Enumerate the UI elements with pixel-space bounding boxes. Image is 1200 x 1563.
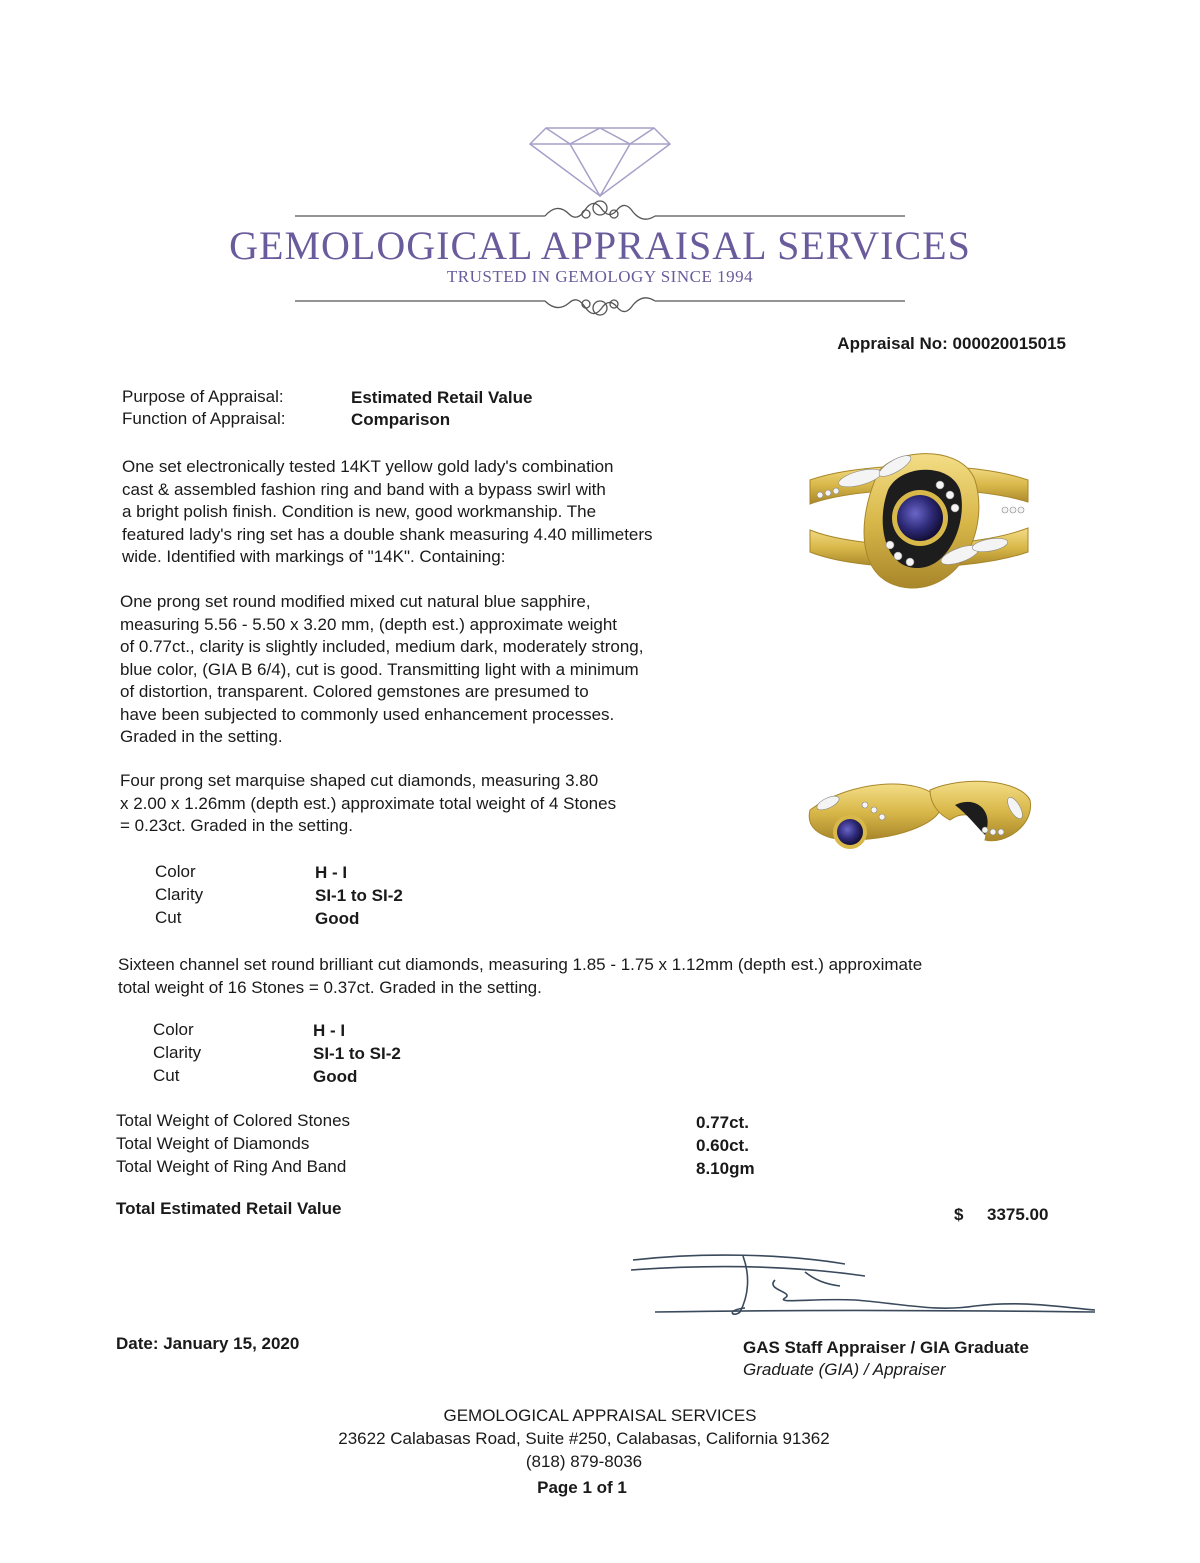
total-diamonds-value: 0.60ct. [696, 1136, 749, 1155]
total-colored-label: Total Weight of Colored Stones [116, 1111, 351, 1130]
footer-address: 23622 Calabasas Road, Suite #250, Calabasas, California 91362 [338, 1429, 830, 1448]
item-description: One set electronically tested 14KT yellow gold lady's combination cast & assembled fashion ring and band with a bypass swirl with a bright polish finish. Condition is new, good workmanship. The featured lady's ring set has a double shank measuring 4.40 millimeters wide. Identified with markings of "14K". Containing: [122, 457, 653, 566]
footer-company: GEMOLOGICAL APPRAISAL SERVICES [443, 1406, 757, 1425]
total-diamonds-label: Total Weight of Diamonds [116, 1134, 310, 1153]
grade-label-cut: Cut [153, 1066, 180, 1085]
total-weight-label: Total Weight of Ring And Band [116, 1157, 347, 1176]
grade-value-cut: Good [315, 909, 360, 928]
grade-value-cut: Good [313, 1067, 358, 1086]
diamond-icon [530, 128, 670, 196]
grade-values-channel [313, 1019, 401, 1088]
appraisal-number: Appraisal No: 000020015015 [837, 334, 1066, 353]
ring-photo-bottom [790, 770, 1040, 865]
total-weight-value: 8.10gm [696, 1159, 755, 1178]
retail-value: 3375.00 [987, 1205, 1049, 1224]
footer-phone: (818) 879-8036 [525, 1452, 643, 1471]
function-value: Comparison [351, 410, 451, 429]
total-colored-value: 0.77ct. [696, 1113, 749, 1132]
signer-subtitle: Graduate (GIA) / Appraiser [743, 1360, 946, 1379]
ring-photo-top [800, 440, 1035, 610]
marquise-description: Four prong set marquise shaped cut diamonds, measuring 3.80 x 2.00 x 1.26mm (depth est.) approximate total weight of 4 Stones = 0.23ct. Graded in the setting. [120, 771, 617, 835]
grade-label-cut: Cut [155, 908, 182, 927]
grade-label-color: Color [155, 862, 196, 881]
signer-title: GAS Staff Appraiser / GIA Graduate [743, 1338, 1029, 1357]
function-label: Function of Appraisal: [122, 409, 286, 428]
channel-description: Sixteen channel set round brilliant cut diamonds, measuring 1.85 - 1.75 x 1.12mm (depth est.) approximate total weight of 16 Stones = 0.37ct. Graded in the setting. [118, 955, 923, 997]
retail-value-label: Total Estimated Retail Value [116, 1199, 342, 1218]
grade-value-clarity: SI-1 to SI-2 [315, 886, 403, 905]
signature [625, 1250, 1100, 1325]
sapphire-description: One prong set round modified mixed cut natural blue sapphire, measuring 5.56 - 5.50 x 3.20 mm, (depth est.) approximate weight of 0.77ct., clarity is slightly included, medium dark, moderately strong, blue color, (GIA B 6/4), cut is good. Transmitting light with a minimum of distortion, transparent. Colored gemstones are presumed to have been subjected to commonly used enhancement processes. Graded in the setting. [120, 592, 644, 746]
purpose-label: Purpose of Appraisal: [122, 387, 284, 406]
purpose-value: Estimated Retail Value [351, 388, 533, 407]
totals-labels [116, 1109, 350, 1178]
grade-table-marquise [155, 860, 203, 929]
totals-values [696, 1111, 755, 1180]
grade-label-color: Color [153, 1020, 194, 1039]
retail-currency: $ [954, 1205, 964, 1224]
grade-label-clarity: Clarity [153, 1043, 202, 1062]
ornament-bottom [295, 298, 905, 315]
ornament-top [295, 201, 905, 219]
company-name: GEMOLOGICAL APPRAISAL SERVICES [229, 223, 971, 268]
grade-value-color: H - I [313, 1021, 346, 1040]
grade-value-clarity: SI-1 to SI-2 [313, 1044, 401, 1063]
grade-table-channel [153, 1018, 201, 1087]
grade-label-clarity: Clarity [155, 885, 204, 904]
grade-value-color: H - I [315, 863, 348, 882]
grade-values-marquise [315, 861, 403, 930]
appraisal-date: Date: January 15, 2020 [116, 1334, 300, 1353]
footer-page: Page 1 of 1 [537, 1478, 627, 1497]
company-tagline: TRUSTED IN GEMOLOGY SINCE 1994 [446, 267, 754, 286]
